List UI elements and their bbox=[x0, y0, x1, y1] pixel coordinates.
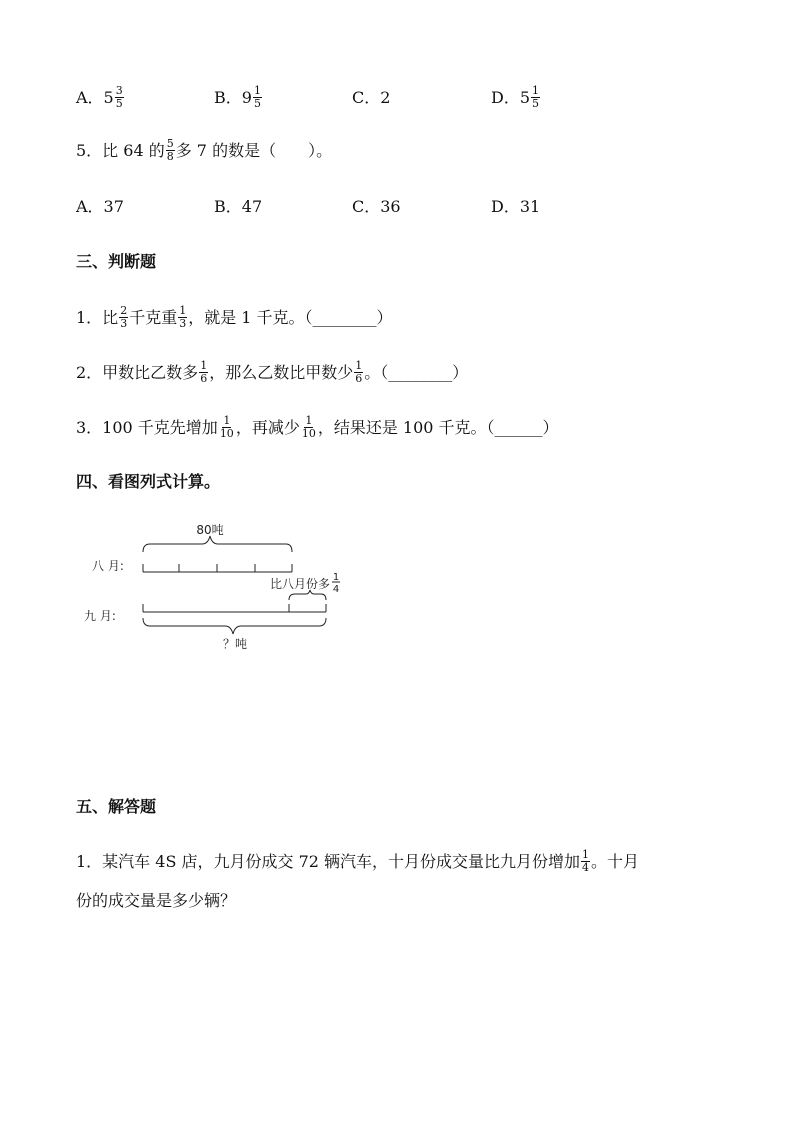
judge-item-1 bbox=[76, 306, 393, 330]
judge-item-1-text: 1．比 bbox=[76, 308, 119, 328]
q5-option-a: A．37 bbox=[76, 197, 124, 216]
problem-1-line-1 bbox=[76, 850, 639, 874]
q5-option-c: C．36 bbox=[352, 197, 401, 216]
fraction bbox=[199, 360, 208, 384]
q4-option-b-fraction bbox=[253, 85, 262, 109]
problem-1-text: 1．某汽车 4S 店，九月份成交 72 辆汽车，十月份成交量比九月份增加 bbox=[76, 852, 581, 872]
judge-item-1-text: 千克重 bbox=[129, 308, 178, 328]
fraction-denominator: 5 bbox=[253, 96, 261, 110]
judge-item-2-text: ，那么乙数比甲数少 bbox=[209, 363, 354, 383]
judge-item-3-text: 3．100 千克先增加 bbox=[76, 418, 218, 438]
q4-option-d bbox=[491, 86, 541, 110]
q4-option-c bbox=[352, 90, 390, 106]
judge-item-3-text: ，再减少 bbox=[235, 418, 300, 438]
judge-item-3-answer-blank[interactable]: ，结果还是 100 千克。（______） bbox=[317, 418, 559, 438]
august-total-label: 80吨 bbox=[196, 523, 224, 537]
fraction-numerator: 1 bbox=[179, 304, 187, 317]
q5-option-b: B．47 bbox=[214, 197, 263, 216]
fraction-denominator: 8 bbox=[166, 149, 174, 163]
fraction-numerator: 1 bbox=[532, 84, 540, 97]
september-label: 九 月: bbox=[84, 609, 116, 623]
more-fraction-denominator: 4 bbox=[332, 584, 340, 595]
fraction-denominator: 10 bbox=[301, 426, 316, 440]
fraction-denominator: 3 bbox=[179, 316, 187, 330]
judge-item-2-text: 2．甲数比乙数多 bbox=[76, 363, 199, 383]
fraction-denominator: 5 bbox=[532, 96, 540, 110]
judge-item-2 bbox=[76, 361, 468, 385]
fraction-numerator: 1 bbox=[223, 414, 231, 427]
q4-option-a bbox=[76, 86, 125, 110]
extra-brace bbox=[289, 590, 326, 600]
august-brace bbox=[143, 536, 292, 552]
fraction bbox=[354, 360, 363, 384]
fraction-denominator: 6 bbox=[200, 371, 208, 385]
q4-option-b-label: B．9 bbox=[214, 88, 252, 108]
fraction-denominator: 4 bbox=[582, 860, 590, 874]
line-segment-diagram bbox=[70, 520, 370, 660]
fraction bbox=[119, 305, 128, 329]
problem-1-text: 。十月 bbox=[591, 852, 640, 872]
fraction-denominator: 6 bbox=[355, 371, 363, 385]
august-label: 八 月: bbox=[92, 559, 124, 573]
q5-text-before: 5．比 64 的 bbox=[76, 141, 165, 161]
section5-title: 五、解答题 bbox=[76, 797, 157, 816]
fraction-numerator: 1 bbox=[253, 84, 261, 97]
q5-question bbox=[76, 139, 332, 163]
judge-item-3 bbox=[76, 416, 559, 440]
fraction bbox=[219, 415, 235, 439]
fraction-numerator: 1 bbox=[200, 359, 208, 372]
more-fraction-numerator: 1 bbox=[332, 572, 340, 583]
fraction-numerator: 1 bbox=[582, 848, 590, 861]
section3-title: 三、判断题 bbox=[76, 252, 157, 271]
q4-option-a-fraction bbox=[115, 85, 124, 109]
fraction-numerator: 2 bbox=[120, 304, 128, 317]
problem-1-line-2: 份的成交量是多少辆？ bbox=[76, 891, 237, 910]
fraction bbox=[178, 305, 187, 329]
q4-option-d-label: D．5 bbox=[491, 88, 531, 108]
q4-option-a-label: A．5 bbox=[76, 88, 114, 108]
fraction-numerator: 3 bbox=[115, 84, 123, 97]
more-than-august-label: 比八月份多 bbox=[270, 577, 331, 591]
fraction-denominator: 5 bbox=[115, 96, 123, 110]
judge-item-2-answer-blank[interactable]: 。（________） bbox=[364, 363, 469, 383]
fraction bbox=[581, 849, 590, 873]
q5-text-after: 多 7 的数是（ ）。 bbox=[175, 141, 333, 161]
fraction-denominator: 10 bbox=[219, 426, 234, 440]
fraction-numerator: 1 bbox=[305, 414, 313, 427]
fraction-numerator: 1 bbox=[355, 359, 363, 372]
q4-option-d-fraction bbox=[531, 85, 540, 109]
q5-fraction bbox=[166, 138, 175, 162]
judge-item-1-answer-blank[interactable]: ，就是 1 千克。（________） bbox=[188, 308, 393, 328]
q5-option-d: D．31 bbox=[491, 197, 541, 216]
fraction-numerator: 5 bbox=[166, 137, 174, 150]
section4-title: 四、看图列式计算。 bbox=[76, 472, 221, 491]
fraction bbox=[301, 415, 317, 439]
q4-option-b bbox=[214, 86, 263, 110]
unknown-total-label: ？吨 bbox=[222, 637, 248, 651]
fraction-denominator: 3 bbox=[120, 316, 128, 330]
q4-option-c-label: C．2 bbox=[352, 88, 391, 107]
september-brace bbox=[143, 618, 326, 634]
